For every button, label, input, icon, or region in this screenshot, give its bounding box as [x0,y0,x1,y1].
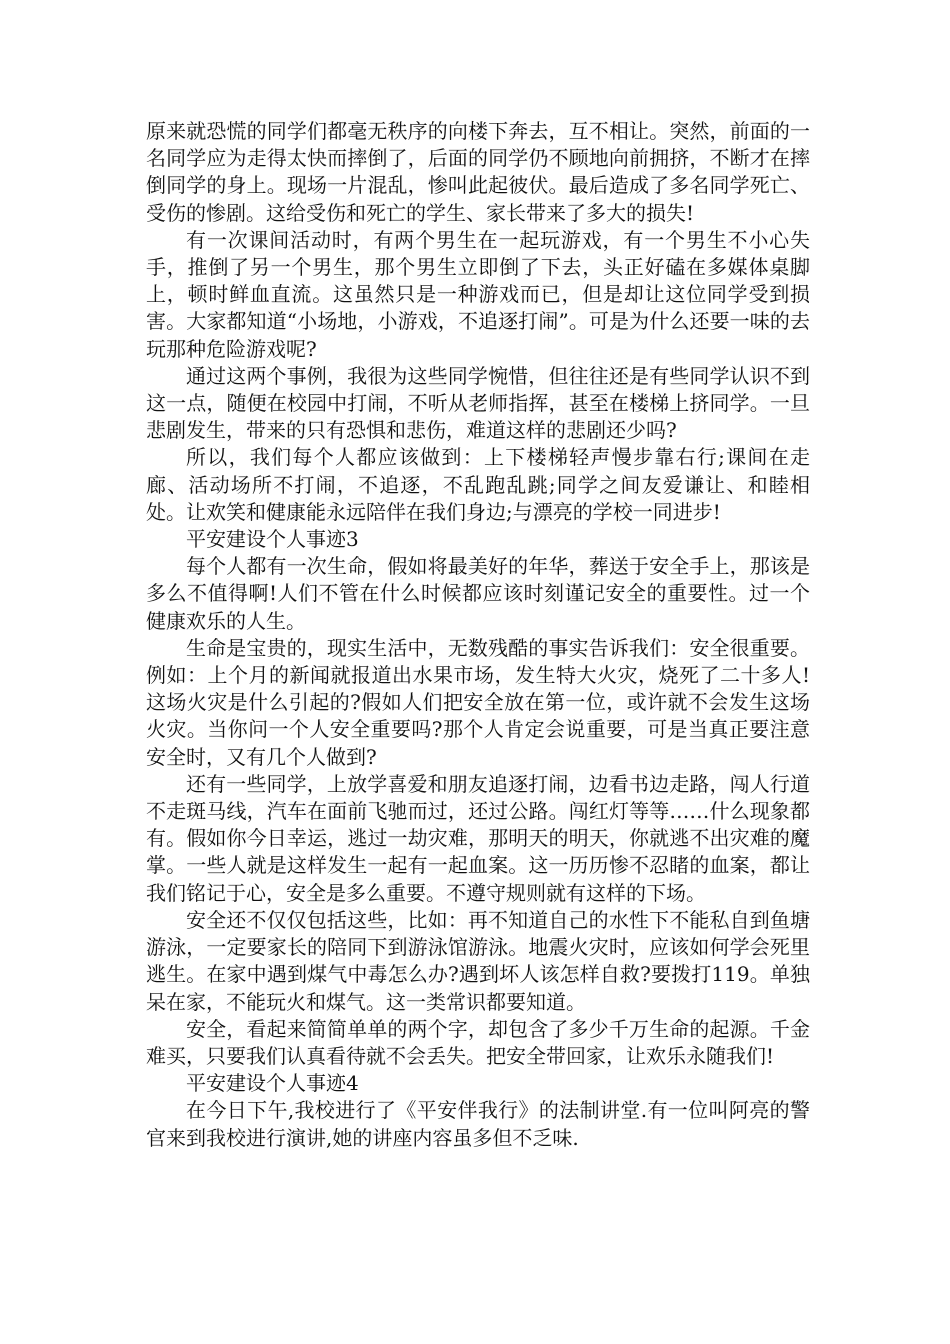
section-heading: 平安建设个人事迹4 [186,1071,359,1096]
paragraph: 原来就恐慌的同学们都毫无秩序的向楼下奔去，互不相让。突然，前面的一名同学应为走得太快而摔倒了，后面的同学仍不顾地向前拥挤，不断才在摔倒同学的身上。现场一片混乱，惨叫此起彼伏。最后造成了多名同学死亡、受伤的惨剧。这给受伤和死亡的学生、家长带来了多大的损失! [146,119,810,225]
paragraph: 通过这两个事例，我很为这些同学惋惜，但往往还是有些同学认识不到这一点，随便在校园中打闹，不听从老师指挥，甚至在楼梯上挤同学。一旦悲剧发生，带来的只有恐惧和悲伤，难道这样的悲剧还少吗? [146,363,810,443]
paragraph: 有一次课间活动时，有两个男生在一起玩游戏，有一个男生不小心失手，推倒了另一个男生，那个男生立即倒了下去，头正好磕在多媒体桌脚上，顿时鲜血直流。这虽然只是一种游戏而已，但是却让这位同学受到损害。大家都知道“小场地，小游戏，不追逐打闹”。可是为什么还要一味的去玩那种危险游戏呢? [146,227,810,361]
paragraph: 生命是宝贵的，现实生活中，无数残酷的事实告诉我们：安全很重要。例如：上个月的新闻就报道出水果市场，发生特大火灾，烧死了二十多人!这场火灾是什么引起的?假如人们把安全放在第一位，或许就不会发生这场火灾。当你问一个人安全重要吗?那个人肯定会说重要，可是当真正要注意安全时，又有几个人做到? [146,635,810,769]
paragraph: 所以，我们每个人都应该做到：上下楼梯轻声慢步靠右行;课间在走廊、活动场所不打闹，不追逐，不乱跑乱跳;同学之间友爱谦让、和睦相处。让欢笑和健康能永远陪伴在我们身边;与漂亮的学校一同进步! [146,445,810,524]
section-heading: 平安建设个人事迹3 [186,527,359,552]
paragraph: 安全，看起来简简单单的两个字，却包含了多少千万生命的起源。千金难买，只要我们认真看待就不会丢失。把安全带回家，让欢乐永随我们! [146,1016,810,1068]
paragraph: 安全还不仅仅包括这些，比如：再不知道自己的水性下不能私自到鱼塘游泳，一定要家长的陪同下到游泳馆游泳。地震火灾时，应该如何学会死里逃生。在家中遇到煤气中毒怎么办?遇到坏人该怎样自救?要拨打119。单独呆在家，不能玩火和煤气。这一类常识都要知道。 [146,907,810,1014]
paragraph: 还有一些同学，上放学喜爱和朋友追逐打闹，边看书边走路，闯人行道不走斑马线，汽车在面前飞驰而过，还过公路。闯红灯等等……什么现象都有。假如你今日幸运，逃过一劫灾难，那明天的明天，你就逃不出灾难的魔掌。一些人就是这样发生一起有一起血案。这一历历惨不忍睹的血案，都让我们铭记于心，安全是多么重要。不遵守规则就有这样的下场。 [146,771,810,905]
paragraph: 每个人都有一次生命，假如将最美好的年华，葬送于安全手上，那该是多么不值得啊!人们不管在什么时候都应该时刻谨记安全的重要性。过一个健康欢乐的人生。 [146,554,810,633]
paragraph: 在今日下午,我校进行了《平安伴我行》的法制讲堂.有一位叫阿亮的警官来到我校进行演讲,她的讲座内容虽多但不乏味. [146,1098,810,1150]
document-body [146,118,810,1152]
